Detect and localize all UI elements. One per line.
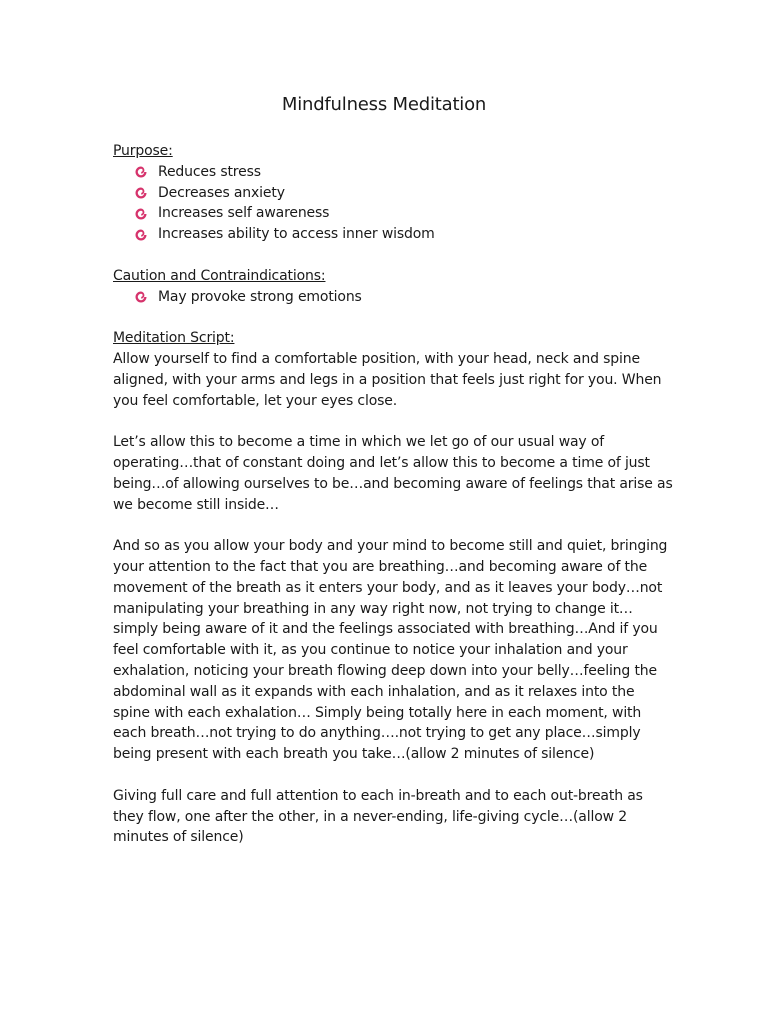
list-item-text: May provoke strong emotions: [158, 288, 362, 305]
script-paragraph: Allow yourself to find a comfortable position, with your head, neck and spine aligned, with your arms and legs in a position that feels just right for you. When you feel comfortable, let your eyes close.: [113, 350, 662, 409]
script-paragraph: Let’s allow this to become a time in which we let go of our usual way of operating…that of constant doing and let’s allow this to become a time of just being…of allowing ourselves to be…and becoming aware of feelings that arise as we become still inside…: [113, 434, 673, 513]
document-body: [113, 141, 673, 848]
spacer: [113, 515, 673, 536]
list-item: [134, 183, 673, 204]
list-item: [134, 203, 673, 224]
swirl-bullet-icon: [134, 165, 148, 179]
spacer: [113, 411, 673, 432]
spacer: [113, 307, 673, 328]
swirl-bullet-icon: [134, 186, 148, 200]
purpose-heading: Purpose:: [113, 143, 173, 159]
list-item-text: Reduces stress: [158, 163, 261, 180]
list-item: [134, 162, 673, 183]
list-item: [134, 224, 673, 245]
script-paragraph: And so as you allow your body and your mind to become still and quiet, bringing your attention to the fact that you are breathing…and becoming aware of the movement of the breath as it enters your body, and as it leaves your body…not manipulating your breathing in any way right now, not trying to change it…simply being aware of it and the feelings associated with breathing…And if you feel comfortable with it, as you continue to notice your inhalation and your exhalation, noticing your breath flowing deep down into your belly…feeling the abdominal wall as it expands with each inhalation, and as it relaxes into the spine with each exhalation… Simply being totally here in each moment, with each breath…not trying to do anything….not trying to get any place…simply being present with each breath you take…(allow 2 minutes of silence): [113, 538, 668, 763]
list-item-text: Increases self awareness: [158, 205, 330, 222]
purpose-list: [113, 162, 673, 245]
caution-list: [113, 287, 673, 308]
page-title: Mindfulness Meditation: [281, 94, 487, 115]
spacer: [113, 765, 673, 786]
swirl-bullet-icon: [134, 290, 148, 304]
swirl-bullet-icon: [134, 207, 148, 221]
list-item-text: Decreases anxiety: [158, 184, 285, 201]
swirl-bullet-icon: [134, 228, 148, 242]
list-item-text: Increases ability to access inner wisdom: [158, 226, 435, 243]
caution-heading: Caution and Contraindications:: [113, 267, 326, 284]
list-item: [134, 287, 673, 308]
script-heading: Meditation Script:: [113, 330, 235, 347]
spacer: [113, 245, 673, 266]
script-paragraph: Giving full care and full attention to each in-breath and to each out-breath as they flow, one after the other, in a never-ending, life-giving cycle…(allow 2 minutes of silence): [113, 787, 643, 846]
